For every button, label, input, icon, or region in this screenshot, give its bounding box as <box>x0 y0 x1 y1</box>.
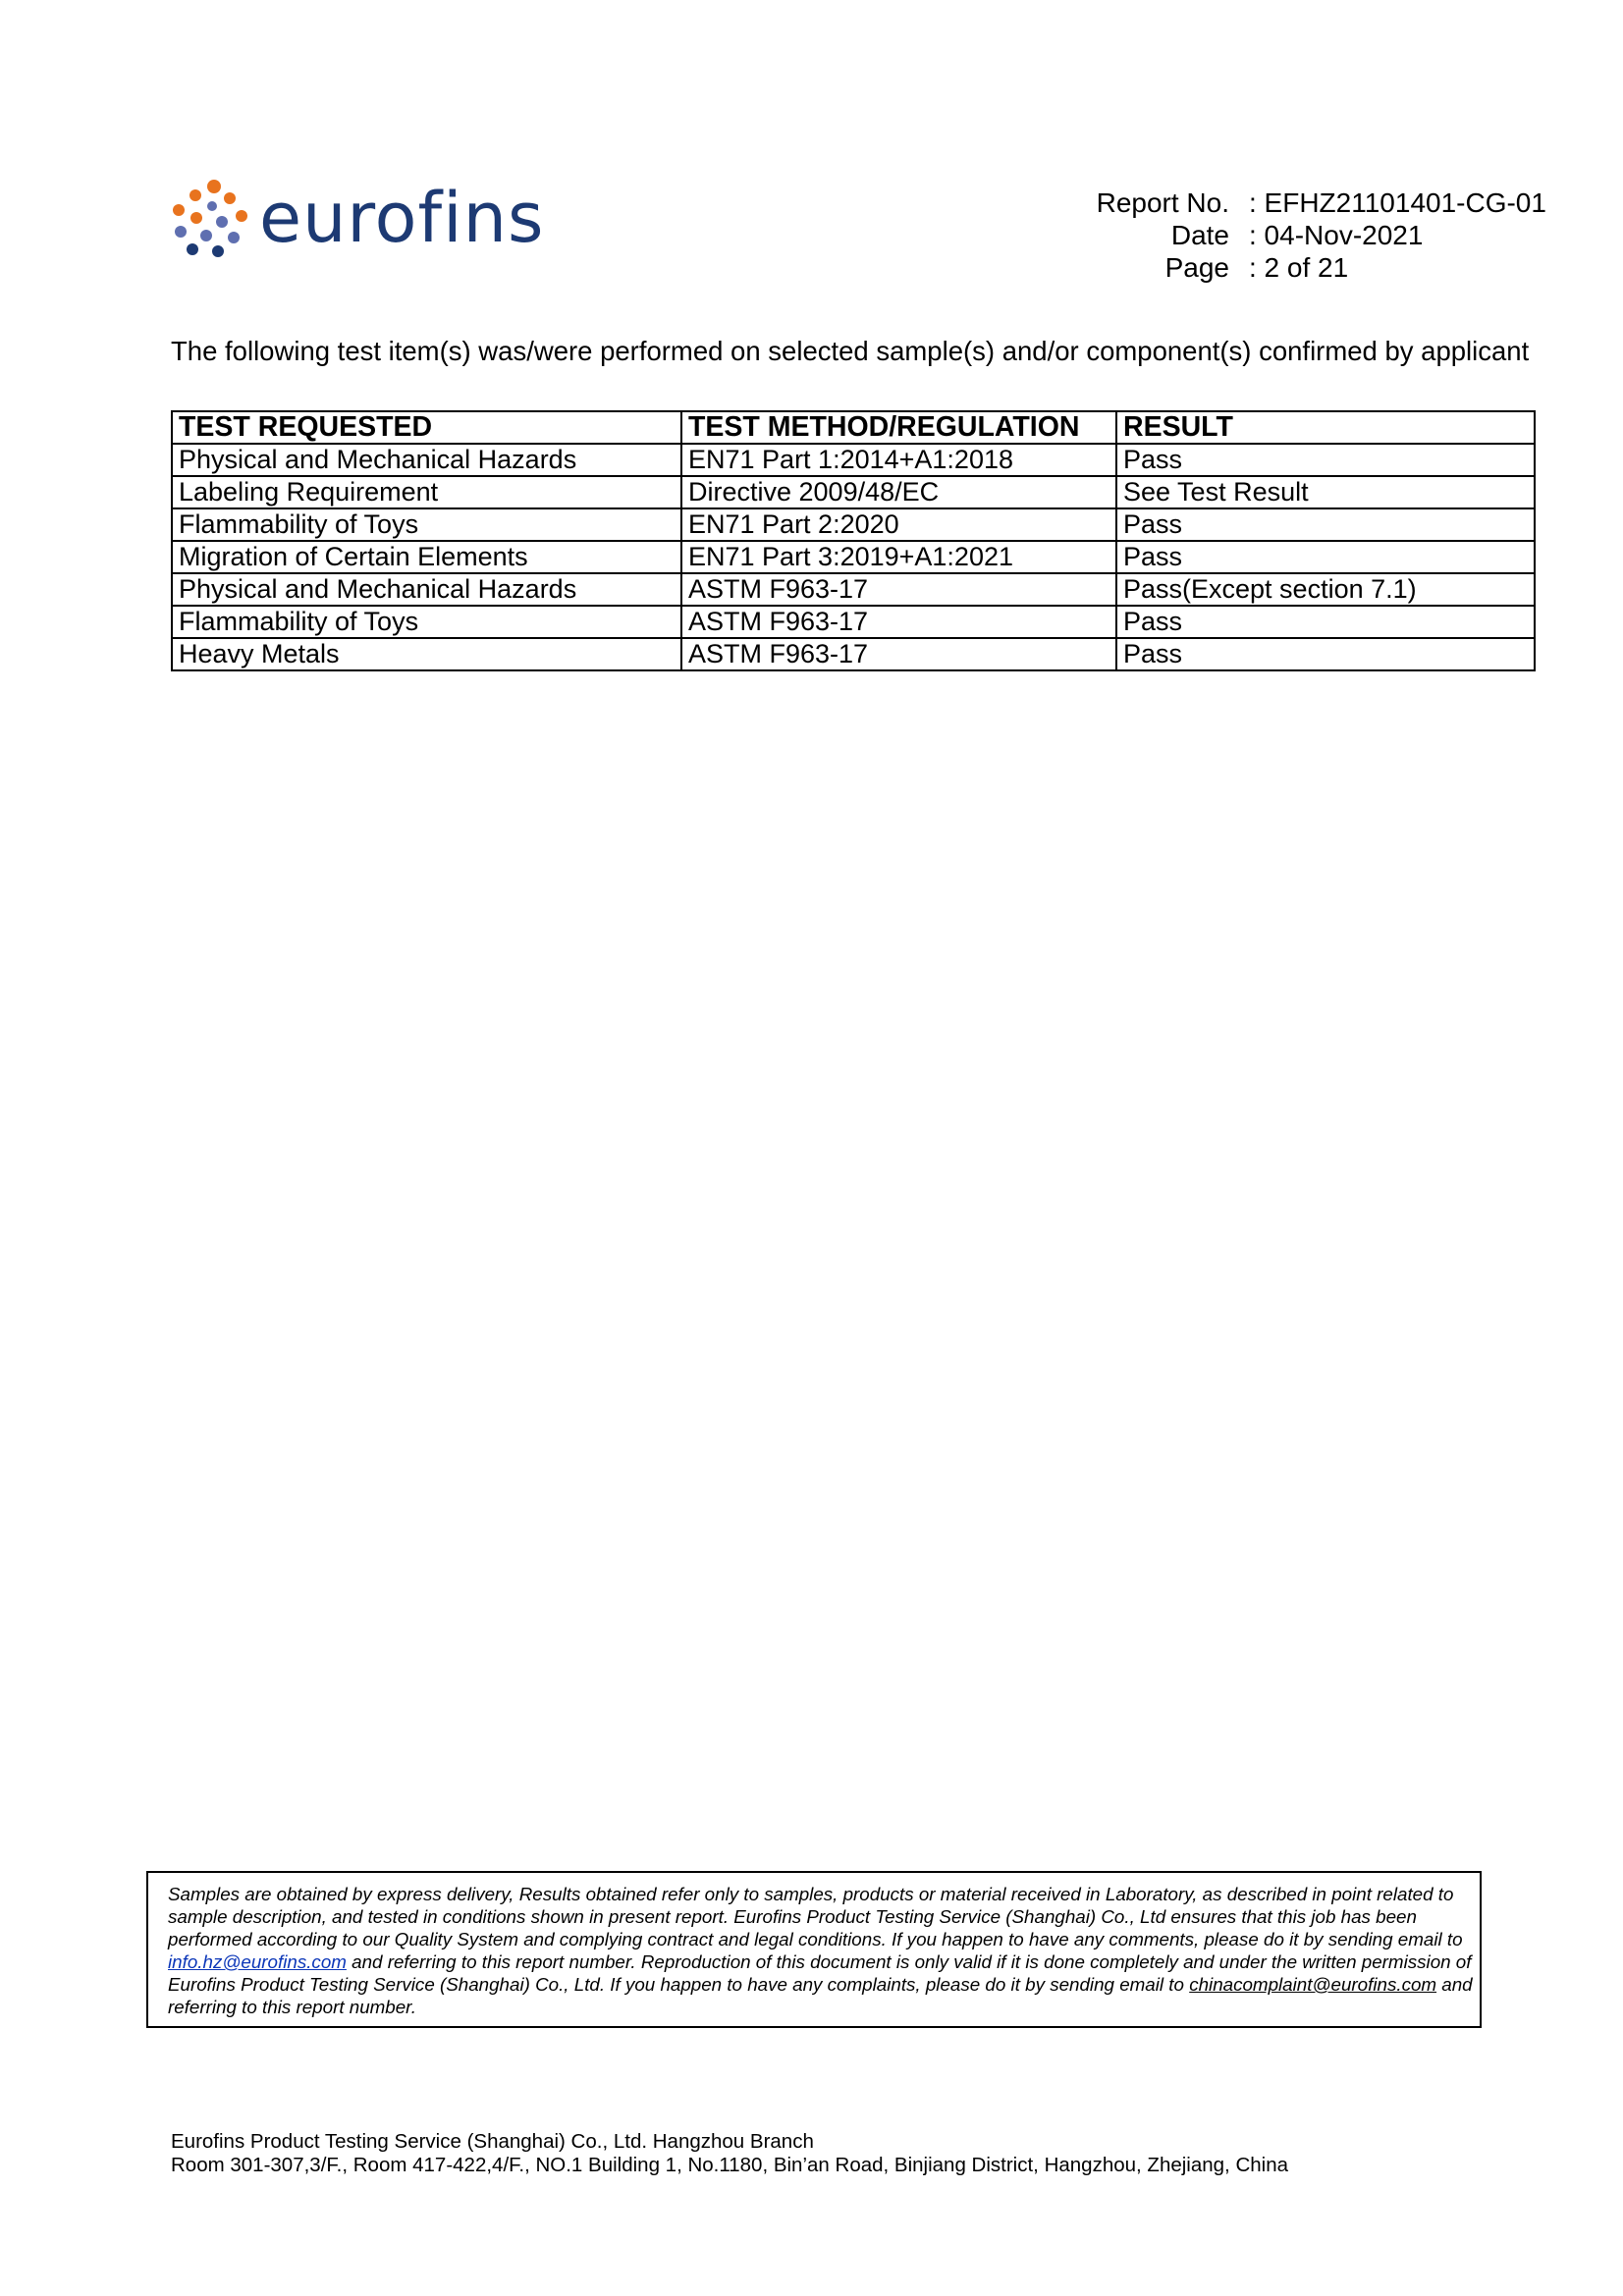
cell-test-requested: Physical and Mechanical Hazards <box>172 444 681 476</box>
disclaimer-part-2: and referring to this report number. Reproduction of this document is only valid if it is done completely and under the written permission of Eurofins Product Testing Service (Shanghai) Co., Ltd. If you happen to have any complaints, please do it by sending email to <box>168 1951 1472 1995</box>
table-row <box>172 606 1535 638</box>
header-result: RESULT <box>1116 411 1535 444</box>
table-header-row <box>172 411 1535 444</box>
intro-text: The following test item(s) was/were performed on selected sample(s) and/or component(s) confirmed by applicant <box>171 336 1530 366</box>
info-email-link[interactable]: info.hz@eurofins.com <box>168 1951 347 1972</box>
report-no-row <box>1088 187 1546 219</box>
cell-result: Pass <box>1116 444 1535 476</box>
cell-result: See Test Result <box>1116 476 1535 508</box>
report-no-label: Report No. <box>1096 187 1229 218</box>
disclaimer-part-1: Samples are obtained by express delivery, Results obtained refer only to samples, products or material received in Laboratory, as described in point related to sample description, and tested in conditions shown in present report. Eurofins Product Testing Service (Shanghai) Co., Ltd ensures that this job has been performed according to our Quality System and complying contract and legal conditions. If you happen to have any comments, please do it by sending email to <box>168 1884 1463 1949</box>
logo-wordmark: eurofins <box>259 178 545 258</box>
cell-test-requested: Physical and Mechanical Hazards <box>172 573 681 606</box>
table-row <box>172 573 1535 606</box>
cell-result: Pass <box>1116 508 1535 541</box>
table-row <box>172 476 1535 508</box>
date-row <box>1088 219 1546 251</box>
table-row <box>172 444 1535 476</box>
cell-result: Pass <box>1116 638 1535 670</box>
cell-result: Pass(Except section 7.1) <box>1116 573 1535 606</box>
cell-test-method: ASTM F963-17 <box>681 606 1116 638</box>
cell-test-requested: Flammability of Toys <box>172 606 681 638</box>
cell-result: Pass <box>1116 541 1535 573</box>
cell-test-method: ASTM F963-17 <box>681 638 1116 670</box>
page-value: : 2 of 21 <box>1249 252 1349 283</box>
report-meta <box>1088 187 1546 284</box>
date-label: Date <box>1170 220 1229 250</box>
table-row <box>172 638 1535 670</box>
date-value: : 04-Nov-2021 <box>1249 220 1424 250</box>
page-row <box>1088 251 1546 284</box>
cell-test-method: EN71 Part 2:2020 <box>681 508 1116 541</box>
cell-test-method: Directive 2009/48/EC <box>681 476 1116 508</box>
disclaimer-text <box>168 1883 1474 2018</box>
cell-test-requested: Heavy Metals <box>172 638 681 670</box>
test-results-table <box>171 410 1536 671</box>
cell-result: Pass <box>1116 606 1535 638</box>
table-row <box>172 508 1535 541</box>
header-test-requested: TEST REQUESTED <box>172 411 681 444</box>
cell-test-method: ASTM F963-17 <box>681 573 1116 606</box>
footer-address <box>171 2130 1288 2177</box>
disclaimer-part-3: and referring to this report number. <box>168 1974 1473 2017</box>
eurofins-logo <box>171 179 544 257</box>
cell-test-requested: Migration of Certain Elements <box>172 541 681 573</box>
disclaimer-box <box>146 1871 1482 2028</box>
footer-company: Eurofins Product Testing Service (Shanghai) Co., Ltd. Hangzhou Branch <box>171 2130 814 2153</box>
eurofins-dots-icon <box>171 179 247 257</box>
page-label: Page <box>1164 252 1229 283</box>
complaint-email-link[interactable]: chinacomplaint@eurofins.com <box>1189 1974 1437 1995</box>
cell-test-requested: Labeling Requirement <box>172 476 681 508</box>
footer-address-line: Room 301-307,3/F., Room 417-422,4/F., NO.1 Building 1, No.1180, Bin’an Road, Binjiang District, Hangzhou, Zhejiang, China <box>171 2154 1289 2176</box>
header-test-method: TEST METHOD/REGULATION <box>681 411 1116 444</box>
cell-test-method: EN71 Part 3:2019+A1:2021 <box>681 541 1116 573</box>
cell-test-requested: Flammability of Toys <box>172 508 681 541</box>
table-row <box>172 541 1535 573</box>
cell-test-method: EN71 Part 1:2014+A1:2018 <box>681 444 1116 476</box>
report-no-value: : EFHZ21101401-CG-01 <box>1249 187 1546 218</box>
